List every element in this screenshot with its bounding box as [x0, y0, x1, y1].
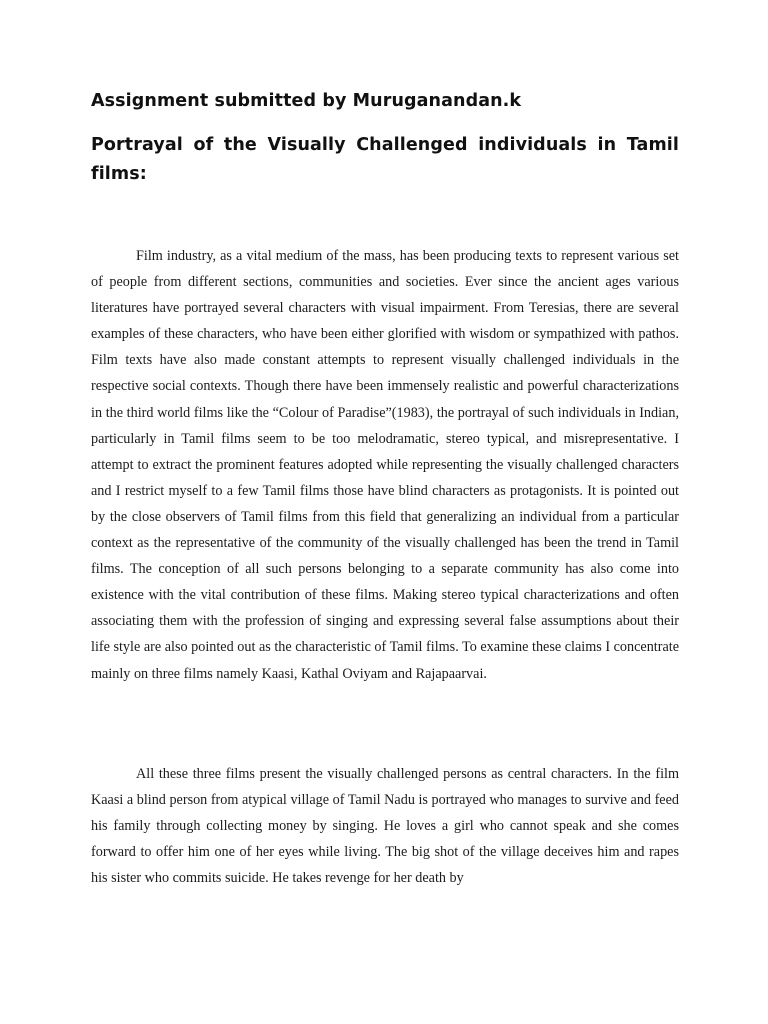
body-paragraph: Film industry, as a vital medium of the mass, has been producing texts to represent various set of people from different sections, communities and societies. Ever since the ancient ages various literatures have portrayed several characters with visual impairment. From Teresias, there are several examples of these characters, who have been either glorified with wisdom or sympathized with pathos. Film texts have also made constant attempts to represent visually challenged individuals in the respective social contexts. Though there have been immensely realistic and powerful characterizations in the third world films like the “Colour of Paradise”(1983), the portrayal of such individuals in Indian, particularly in Tamil films seem to be too melodramatic, stereo typical, and misrepresentative. I attempt to extract the prominent features adopted while representing the visually challenged characters and I restrict myself to a few Tamil films those have blind characters as protagonists. It is pointed out by the close observers of Tamil films from this field that generalizing an individual from a particular context as the representative of the community of the visually challenged has been the trend in Tamil films. The conception of all such persons belonging to a separate community has also come into existence with the vital contribution of these films. Making stereo typical characterizations and often associating them with the profession of singing and expressing several false assumptions about their life style are also pointed out as the characteristic of Tamil films. To examine these claims I concentrate mainly on three films namely Kaasi, Kathal Oviyam and Rajapaarvai.	[91, 248, 679, 682]
author-heading: Assignment submitted by Muruganandan.k	[91, 91, 522, 111]
body-paragraph: All these three films present the visually challenged persons as central characters. In the film Kaasi a blind person from atypical village of Tamil Nadu is portrayed who manages to survive and feed his family through collecting money by singing. He loves a girl who cannot speak and she comes forward to offer him one of her eyes while living. The big shot of the village deceives him and rapes his sister who commits suicide. He takes revenge for her death by	[91, 766, 679, 887]
essay-title: Portrayal of the Visually Challenged individuals in Tamil films:	[91, 135, 679, 184]
